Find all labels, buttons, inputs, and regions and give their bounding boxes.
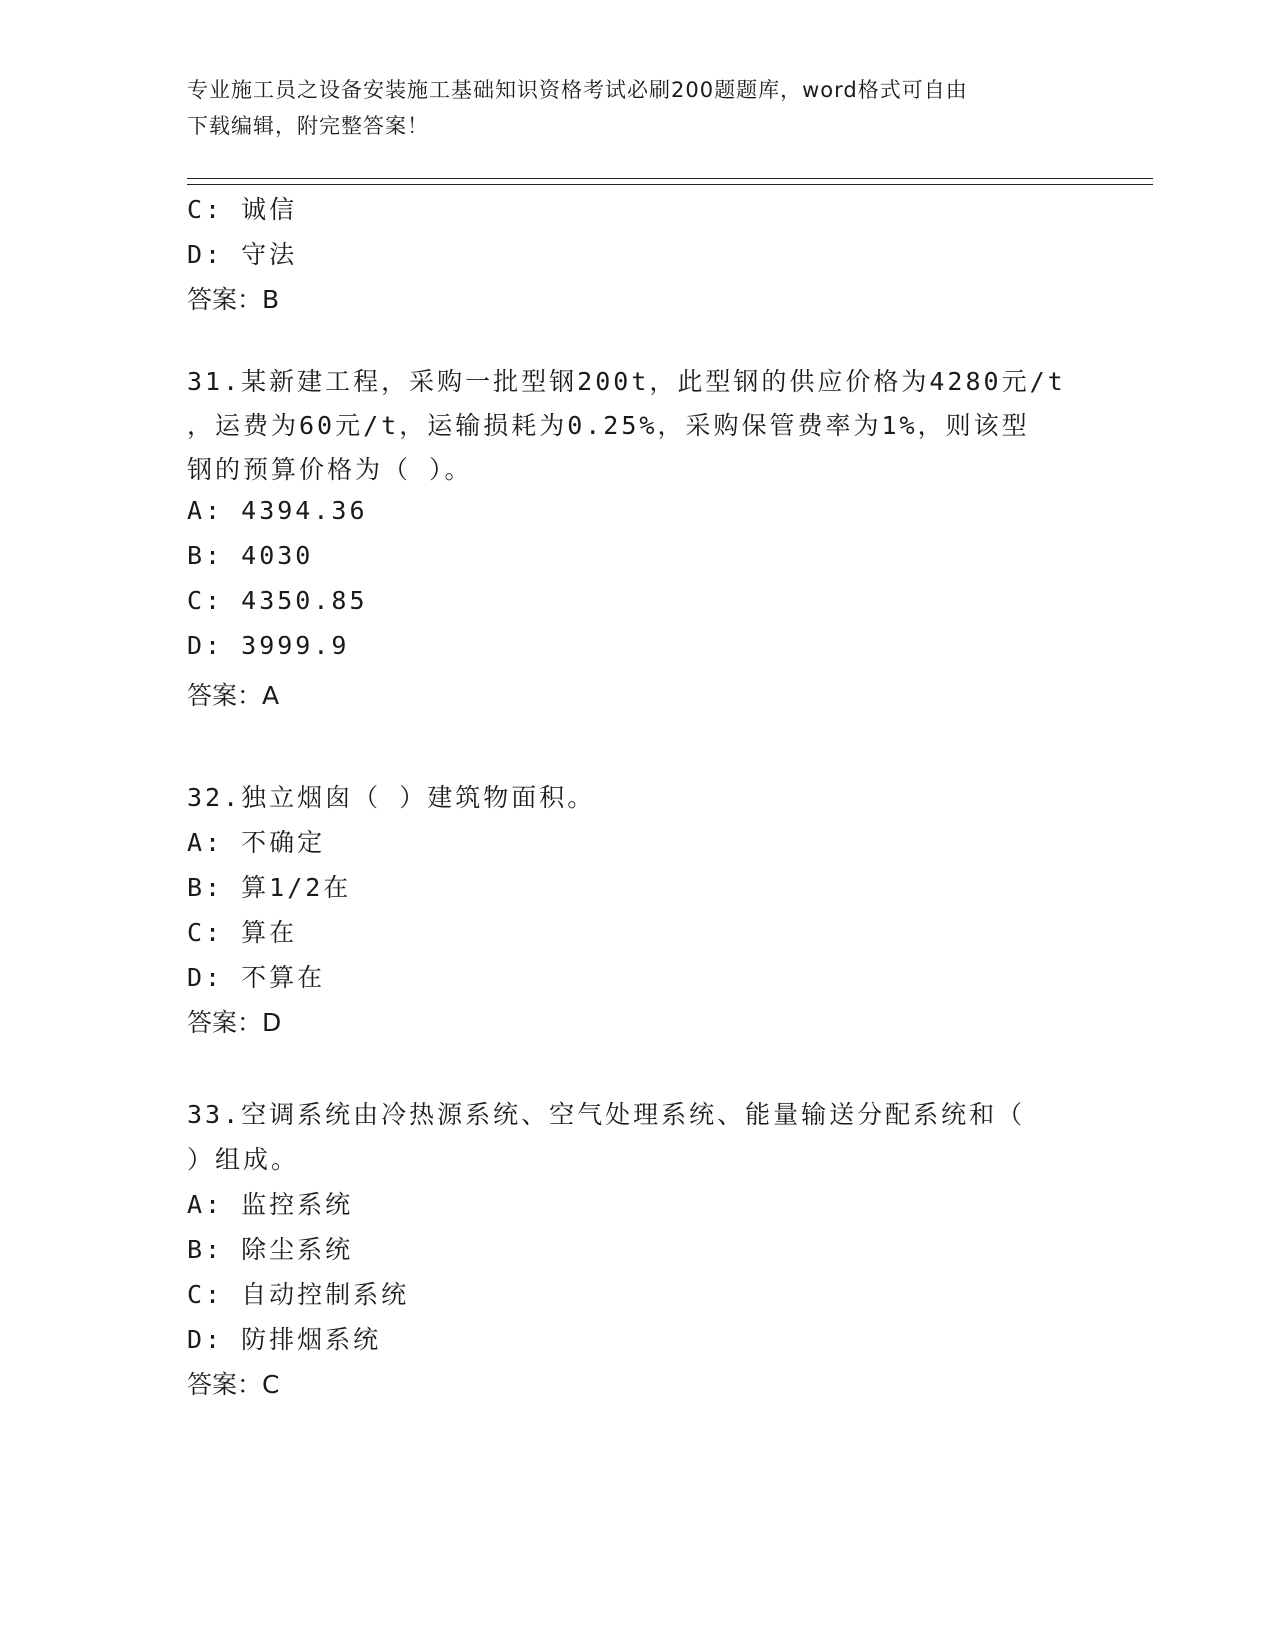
q33-option-a: A: 监控系统 <box>187 1190 354 1219</box>
q33-answer <box>187 1365 279 1401</box>
q31-stem-line-2: ，运费为60元/t，运输损耗为0.25%，采购保管费率为1%，则该型 <box>187 411 1030 440</box>
q31-option-d: D: 3999.9 <box>187 631 350 660</box>
q33-option-c: C: 自动控制系统 <box>187 1280 410 1309</box>
q31-stem-line-3: 钢的预算价格为（ ）。 <box>187 455 473 484</box>
prev-option-c: C: 诚信 <box>187 195 298 224</box>
q31-option-b: B: 4030 <box>187 541 314 570</box>
q32-answer-text: 答案：D <box>187 1008 282 1037</box>
q32-option-d: D: 不算在 <box>187 963 326 992</box>
q31-option-c: C: 4350.85 <box>187 586 368 615</box>
q33-option-d: D: 防排烟系统 <box>187 1325 382 1354</box>
q31-answer-text: 答案：A <box>187 681 280 710</box>
header-line-2: 下载编辑，附完整答案！ <box>187 114 429 138</box>
q33-stem-line-1: 33.空调系统由冷热源系统、空气处理系统、能量输送分配系统和（ <box>187 1100 1026 1129</box>
prev-answer <box>187 280 279 316</box>
q32-answer <box>187 1003 281 1039</box>
q32-option-c: C: 算在 <box>187 918 298 947</box>
document-header <box>187 72 1067 144</box>
q32-stem-line-1: 32.独立烟囱（ ）建筑物面积。 <box>187 783 596 812</box>
prev-option-d: D: 守法 <box>187 240 298 269</box>
q32-option-b: B: 算1/2在 <box>187 873 352 902</box>
q33-answer-text: 答案：C <box>187 1370 280 1399</box>
q33-option-b: B: 除尘系统 <box>187 1235 354 1264</box>
q32-option-a: A: 不确定 <box>187 828 326 857</box>
q33-stem-line-2: ）组成。 <box>187 1145 300 1174</box>
prev-answer-text: 答案：B <box>187 285 280 314</box>
header-line-1: 专业施工员之设备安装施工基础知识资格考试必刷200题题库，word格式可自由 <box>187 78 968 102</box>
q31-option-a: A: 4394.36 <box>187 496 368 525</box>
q31-answer <box>187 676 279 712</box>
header-divider-bottom <box>187 184 1153 185</box>
header-divider-top <box>187 178 1153 179</box>
q31-stem-line-1: 31.某新建工程，采购一批型钢200t，此型钢的供应价格为4280元/t <box>187 367 1066 396</box>
